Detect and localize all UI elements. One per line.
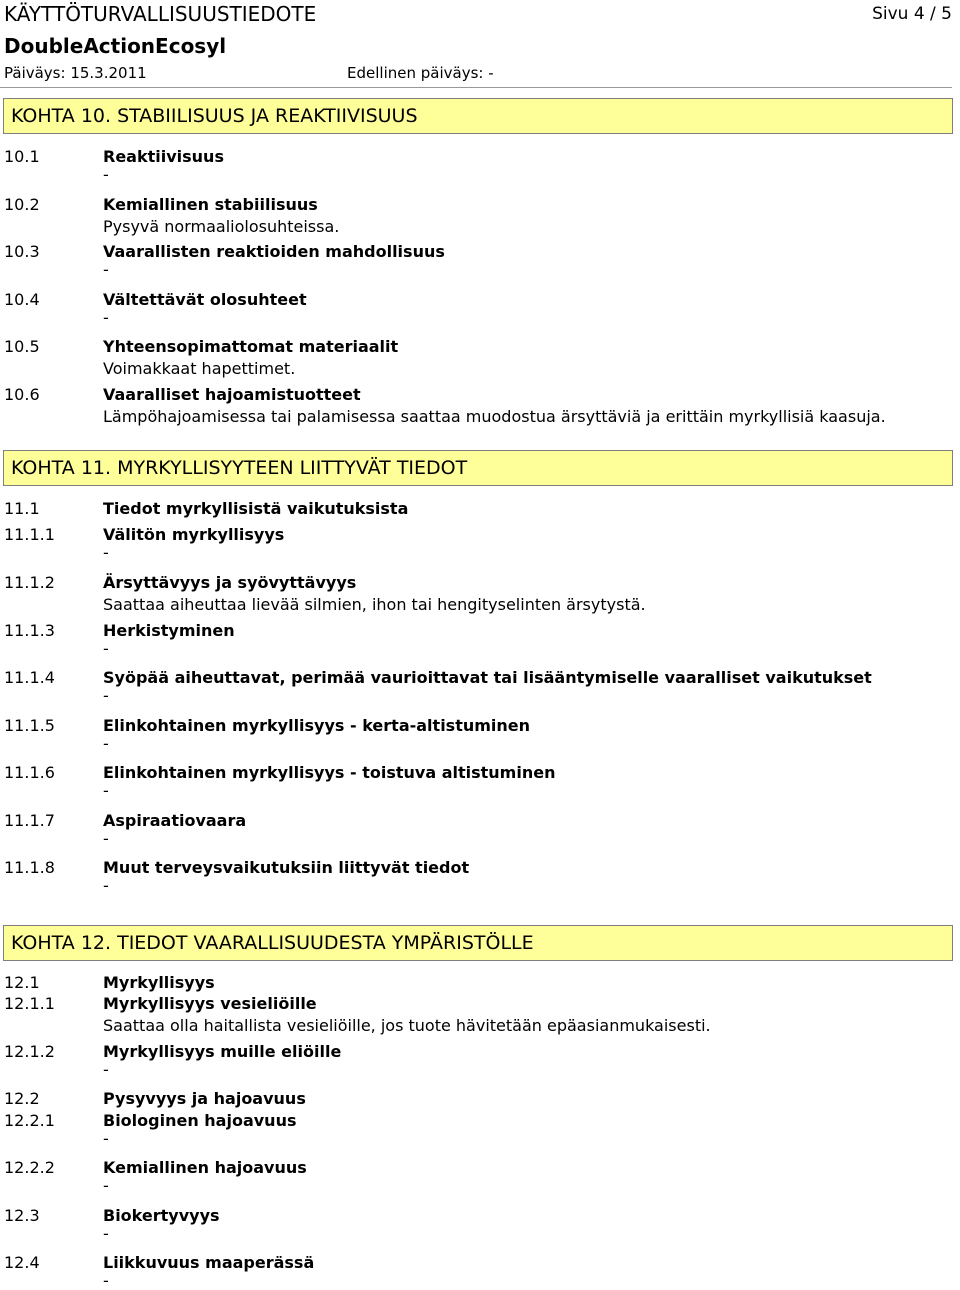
- item-label: Myrkyllisyys: [103, 973, 215, 992]
- item-number: 11.1.2: [4, 573, 55, 592]
- item-label: Elinkohtainen myrkyllisyys - toistuva altistuminen: [103, 763, 556, 782]
- item-number: 12.1.2: [4, 1042, 55, 1061]
- item-description: -: [103, 1129, 109, 1148]
- item-label: Kemiallinen hajoavuus: [103, 1158, 307, 1177]
- item-number: 11.1.8: [4, 858, 55, 877]
- item-label: Biologinen hajoavuus: [103, 1111, 297, 1130]
- item-description: Saattaa olla haitallista vesieliöille, jos tuote hävitetään epäasianmukaisesti.: [103, 1016, 711, 1035]
- item-number: 12.2.2: [4, 1158, 55, 1177]
- item-number: 11.1.4: [4, 668, 55, 687]
- header-divider: [0, 87, 952, 88]
- item-number: 12.1: [4, 973, 40, 992]
- item-description: Voimakkaat hapettimet.: [103, 359, 296, 378]
- item-description: Lämpöhajoamisessa tai palamisessa saattaa muodostua ärsyttäviä ja erittäin myrkyllisiä kaasuja.: [103, 407, 886, 426]
- item-description: -: [103, 308, 109, 327]
- item-label: Liikkuvuus maaperässä: [103, 1253, 315, 1272]
- item-description: -: [103, 639, 109, 658]
- previous-date: Edellinen päiväys: -: [347, 64, 494, 82]
- item-label: Tiedot myrkyllisistä vaikutuksista: [103, 499, 409, 518]
- item-description: -: [103, 781, 109, 800]
- item-description: Pysyvä normaaliolosuhteissa.: [103, 217, 340, 236]
- item-description: -: [103, 1224, 109, 1243]
- item-number: 10.5: [4, 337, 40, 356]
- item-label: Myrkyllisyys muille eliöille: [103, 1042, 342, 1061]
- item-label: Vaarallisten reaktioiden mahdollisuus: [103, 242, 445, 261]
- item-number: 12.4: [4, 1253, 40, 1272]
- item-number: 11.1: [4, 499, 40, 518]
- item-number: 11.1.5: [4, 716, 55, 735]
- item-description: -: [103, 686, 109, 705]
- item-label: Vältettävät olosuhteet: [103, 290, 307, 309]
- item-number: 11.1.1: [4, 525, 55, 544]
- item-label: Ärsyttävyys ja syövyttävyys: [103, 573, 357, 592]
- section-10-heading: KOHTA 10. STABIILISUUS JA REAKTIIVISUUS: [3, 98, 953, 134]
- item-label: Biokertyvyys: [103, 1206, 220, 1225]
- item-label: Kemiallinen stabiilisuus: [103, 195, 318, 214]
- item-label: Syöpää aiheuttavat, perimää vaurioittavat tai lisääntymiselle vaaralliset vaikutukset: [103, 668, 872, 687]
- item-description: -: [103, 1271, 109, 1290]
- section-12-heading: KOHTA 12. TIEDOT VAARALLISUUDESTA YMPÄRISTÖLLE: [3, 925, 953, 961]
- item-description: -: [103, 876, 109, 895]
- item-description: -: [103, 1060, 109, 1079]
- item-description: -: [103, 734, 109, 753]
- item-description: -: [103, 165, 109, 184]
- item-label: Myrkyllisyys vesieliöille: [103, 994, 317, 1013]
- item-description: -: [103, 829, 109, 848]
- item-number: 12.2: [4, 1089, 40, 1108]
- item-description: -: [103, 1176, 109, 1195]
- section-11-heading: KOHTA 11. MYRKYLLISYYTEEN LIITTYVÄT TIEDOT: [3, 450, 953, 486]
- issue-date: Päiväys: 15.3.2011: [4, 64, 147, 82]
- item-number: 10.2: [4, 195, 40, 214]
- item-label: Aspiraatiovaara: [103, 811, 247, 830]
- item-number: 12.3: [4, 1206, 40, 1225]
- item-description: -: [103, 543, 109, 562]
- item-label: Muut terveysvaikutuksiin liittyvät tiedot: [103, 858, 470, 877]
- item-label: Vaaralliset hajoamistuotteet: [103, 385, 361, 404]
- item-number: 11.1.7: [4, 811, 55, 830]
- item-number: 12.1.1: [4, 994, 55, 1013]
- item-description: Saattaa aiheuttaa lievää silmien, ihon tai hengityselinten ärsytystä.: [103, 595, 646, 614]
- item-number: 11.1.3: [4, 621, 55, 640]
- item-number: 11.1.6: [4, 763, 55, 782]
- item-number: 12.2.1: [4, 1111, 55, 1130]
- item-label: Pysyvyys ja hajoavuus: [103, 1089, 306, 1108]
- item-label: Yhteensopimattomat materiaalit: [103, 337, 399, 356]
- item-number: 10.1: [4, 147, 40, 166]
- item-number: 10.3: [4, 242, 40, 261]
- product-name: DoubleActionEcosyl: [4, 34, 227, 58]
- item-number: 10.6: [4, 385, 40, 404]
- item-label: Herkistyminen: [103, 621, 235, 640]
- item-number: 10.4: [4, 290, 40, 309]
- item-label: Reaktiivisuus: [103, 147, 224, 166]
- item-description: -: [103, 260, 109, 279]
- item-label: Välitön myrkyllisyys: [103, 525, 285, 544]
- document-type-title: KÄYTTÖTURVALLISUUSTIEDOTE: [4, 2, 317, 26]
- page-number: Sivu 4 / 5: [872, 4, 952, 24]
- item-label: Elinkohtainen myrkyllisyys - kerta-altistuminen: [103, 716, 531, 735]
